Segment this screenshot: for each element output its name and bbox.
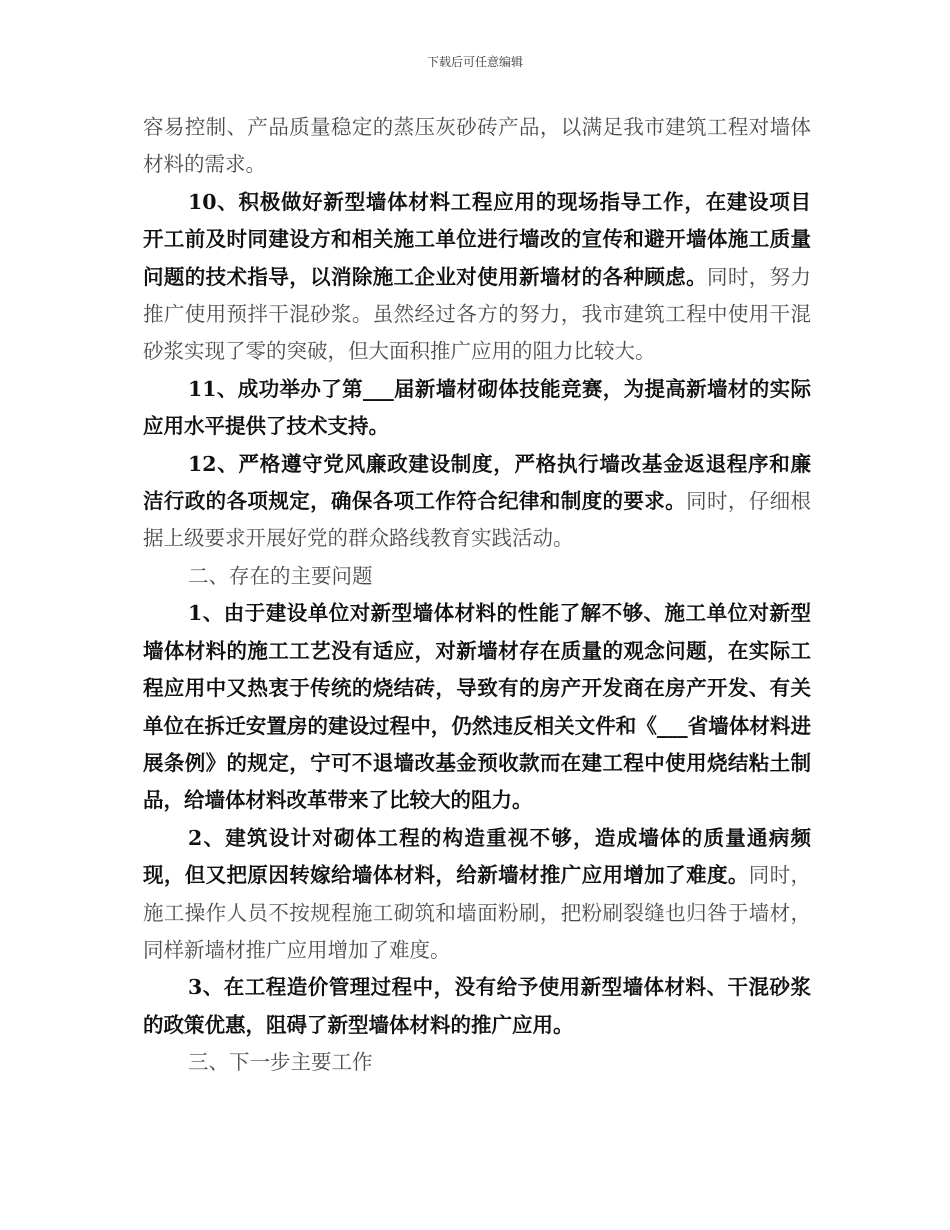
text-segment: 同时，施工操作人员不按规程施工砌筑和墙面粉刷，把粉刷裂缝也归咎于墙材，同样新墙材推广应用增加了难度。: [143, 863, 812, 962]
paragraph-problem-2: [143, 820, 811, 970]
page-header: 下载后可任意编辑: [426, 55, 523, 69]
text-segment: 三、下一步主要工作: [188, 1050, 373, 1075]
text-segment-bold: 12、严格遵守党风廉政建设制度，严格执行墙改基金返退程序和廉洁行政的各项规定，确保各项工作符合纪律和制度的要求。: [143, 451, 811, 514]
text-segment-bold: 1、由于建设单位对新型墙体材料的性能了解不够、施工单位对新型墙体材料的施工工艺没有适应，对新墙材存在质量的观念问题，在实际工程应用中又热衷于传统的烧结砖，导致有的房产开发商在房产开发、有关单位在拆迁安置房的建设过程中，仍然违反相关文件和《___省墙体材料进展条例》的规定，宁可不退墙改基金预收款而在建工程中使用烧结粘土制品，给墙体材料改革带来了比较大的阻力。: [143, 601, 811, 813]
text-segment-bold: 11、成功举办了第___届新墙材砌体技能竞赛，为提高新墙材的实际应用水平提供了技术支持。: [143, 376, 811, 439]
text-segment: 容易控制、产品质量稳定的蒸压灰砂砖产品，以满足我市建筑工程对墙体材料的需求。: [143, 115, 811, 177]
paragraph-item-10: [143, 184, 811, 371]
text-segment: 同时，仔细根据上级要求开展好党的群众路线教育实践活动。: [143, 489, 812, 551]
section-heading-next-steps: [143, 1044, 811, 1081]
paragraph-problem-1: [143, 595, 811, 819]
text-segment-bold: 10、积极做好新型墙体材料工程应用的现场指导工作，在建设项目开工前及时同建设方和相关施工单位进行墙改的宣传和避开墙体施工质量问题的技术指导，以消除施工企业对使用新墙材的各种顾虑。: [143, 189, 811, 289]
text-segment-bold: 2、建筑设计对砌体工程的构造重视不够，造成墙体的质量通病频现，但又把原因转嫁给墙体材料，给新墙材推广应用增加了难度。: [143, 825, 811, 888]
paragraph-item-12: [143, 446, 811, 558]
text-segment: 同时，努力推广使用预拌干混砂浆。虽然经过各方的努力，我市建筑工程中使用干混砂浆实现了零的突破，但大面积推广应用的阻力比较大。: [143, 264, 812, 364]
paragraph-item-11: [143, 371, 811, 446]
text-segment: 二、存在的主要问题: [188, 563, 373, 588]
paragraph-continuation: [143, 109, 811, 184]
text-segment-bold: 3、在工程造价管理过程中，没有给予使用新型墙体材料、干混砂浆的政策优惠，阻碍了新型墙体材料的推广应用。: [143, 975, 811, 1037]
document-body: [143, 109, 811, 1082]
section-heading-problems: [143, 558, 811, 595]
paragraph-problem-3: [143, 969, 811, 1044]
